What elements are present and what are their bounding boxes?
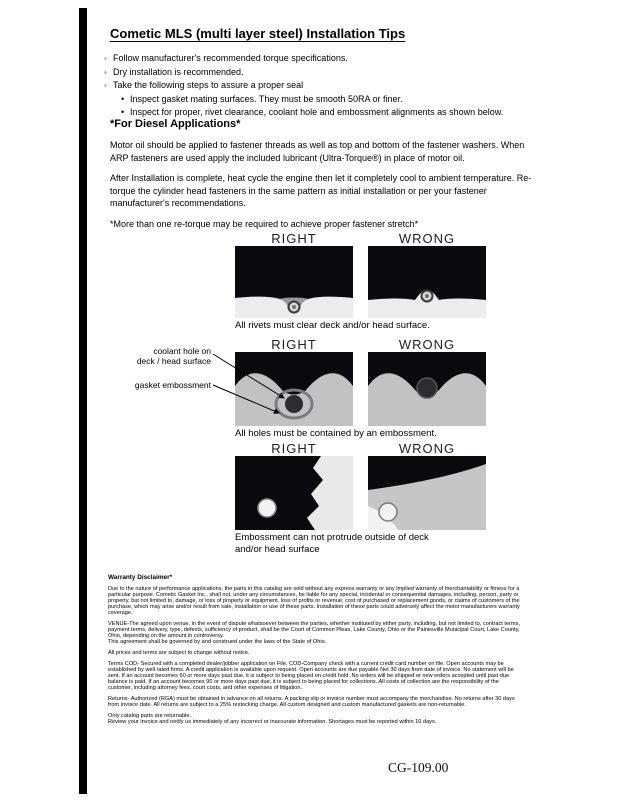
diesel-section — [110, 118, 536, 230]
gasket-embossment-label: gasket embossment — [134, 380, 211, 390]
tip-item — [104, 66, 576, 80]
diagrams-section — [101, 232, 571, 562]
diagram-pair — [235, 442, 571, 530]
warranty-paragraph: Only catalog parts are returnable. — [108, 713, 192, 719]
bullet-icon: ◦ — [104, 54, 107, 63]
wrong-label: WRONG — [398, 337, 456, 352]
coolant-label-line: deck / head surface — [136, 356, 211, 366]
right-label: RIGHT — [271, 337, 317, 352]
diagram-wrong-column — [368, 442, 486, 530]
diagram-wrong-column — [368, 338, 486, 426]
diesel-paragraph: Motor oil should be applied to fastener threads as well as top and bottom of the fastener washers. When ARP fasteners are used apply the included lubricant (Ultra-Torque®) in place of motor oil. — [110, 140, 525, 163]
document-number: CG-109.00 — [388, 760, 449, 775]
warranty-paragraph: Due to the nature of performance applications, the parts in this catalog are sold without any express warranty or any implied warranty of merchantability or fitness for a particular purpose. Cometic Gasket Inc., shall not, under any circumstances, be liable for any special, incidental or consequential damages, including, person, party or property, but not limited to, damage, or loss of property or equipment, loss of profits or revenue, cost of purchased or replacement goods, or claims of customers of the purchase, which may arise and/or result from sale, installation or use of these parts. Installation of these parts could adversely affect the motor manufacturers warranty coverage. — [108, 586, 520, 616]
coolant-hole-wrong-illustration — [368, 352, 486, 426]
diagram-caption: All rivets must clear deck and/or head surface. — [235, 320, 430, 331]
warranty-heading: Warranty Disclaimer* — [108, 574, 173, 581]
installation-tips-section — [104, 26, 576, 120]
tip-text: Dry installation is recommended. — [113, 66, 244, 77]
warranty-paragraph: All prices and terms are subject to change without notice. — [108, 650, 250, 656]
embossment-right-illustration — [235, 456, 353, 530]
diagram-row-embossment — [101, 442, 571, 556]
tip-item — [104, 52, 576, 66]
tip-text: Inspect for proper, rivet clearance, coolant hole and embossment alignments as shown below. — [130, 107, 504, 117]
diagram-caption: All holes must be contained by an embossment. — [235, 428, 437, 439]
annotation-arrows-icon — [101, 338, 341, 433]
diagram-right-column — [235, 232, 353, 318]
bullet-icon: • — [121, 107, 125, 117]
warranty-section — [108, 574, 522, 730]
wrong-label: WRONG — [398, 231, 456, 246]
diagram-row-holes — [101, 338, 571, 440]
retorque-note: *More than one re-torque may be required to achieve proper fastener stretch* — [110, 218, 419, 229]
diesel-heading: *For Diesel Applications* — [110, 118, 241, 130]
warranty-paragraph: Review your invoice and notify us immediately of any incorrect or inaccurate information. Shortages must be reported within 10 days. — [108, 719, 437, 725]
rivet-wrong-illustration — [368, 246, 486, 318]
diagram-caption: Embossment can not protrude outside of deck and/or head surface — [235, 532, 429, 555]
bullet-icon: • — [121, 93, 125, 104]
tip-text: Inspect gasket mating surfaces. They must be smooth 50RA or finer. — [130, 93, 403, 104]
wrong-label: WRONG — [398, 441, 456, 456]
tips-list — [104, 52, 576, 120]
warranty-paragraph: This agreement shall be governed by and construed under the laws of the State of Ohio. — [108, 639, 327, 645]
warranty-paragraph: VENUE-The agreed upon venue, in the event of dispute whatsoever between the parties, whether instituted by either party, including, but not limited to, contract terms, payment terms, delivery, type, defects, sufficiency of product, shall be the Court of Common Pleas, Lake County, Ohio or the Painesville Municipal Court, Lake County, Ohio, depending on the amount in controversy. — [108, 621, 520, 639]
page-left-border — [79, 8, 87, 794]
rivet-right-illustration — [235, 246, 353, 318]
diagram-row-rivets — [101, 232, 571, 332]
tip-text: Take the following steps to assure a proper seal — [113, 80, 304, 90]
coolant-label-line: coolant hole on — [153, 346, 211, 356]
bullet-icon: ◦ — [104, 81, 107, 90]
bullet-icon: ◦ — [104, 67, 107, 77]
tip-item — [104, 79, 576, 93]
diagram-pair — [235, 232, 571, 318]
warranty-paragraph: Returns- Authorized (RGA) must be obtained in advance on all returns. A packing slip or invoice number must accompany the merchandise. No returns after 30 days from invoice date. All returns are subject to a 25% restocking charge. All custom designed and custom manufactured gaskets are non-returnable. — [108, 696, 515, 708]
warranty-paragraph: Terms COD- Secured with a completed dealer/jobber application on File, COD-Company check with a current credit card number on file. Open accounts may be established by well rated firms. A credit application is available upon request. Open accounts are due payable Net 30 days from date of invoice. No statement will be sent. If an account becomes 60 or more days past due, it is subject to being placed on credit hold. No orders will be shipped or new orders accepted until past due balance is paid. If an account becomes 90 or more days past due, it is subject to being placed for collections. All costs of collection are the responsibility of the customer, including attorney fees, court costs, and other expenses of litigation. — [108, 661, 514, 691]
tip-sub-item — [121, 93, 576, 107]
diagram-right-column — [235, 442, 353, 530]
right-label: RIGHT — [271, 441, 317, 456]
right-label: RIGHT — [271, 231, 317, 246]
diagram-wrong-column — [368, 232, 486, 318]
embossment-wrong-illustration — [368, 456, 486, 530]
diesel-paragraph: After Installation is complete, heat cycle the engine then let it completely cool to ambient temperature. Re-torque the cylinder head fasteners in the same pattern as initial installation or per your fastener manufacturer's recommendations. — [110, 173, 532, 208]
page-title: Cometic MLS (multi layer steel) Installation Tips — [110, 26, 406, 41]
tip-text: Follow manufacturer's recommended torque specifications. — [113, 53, 348, 63]
